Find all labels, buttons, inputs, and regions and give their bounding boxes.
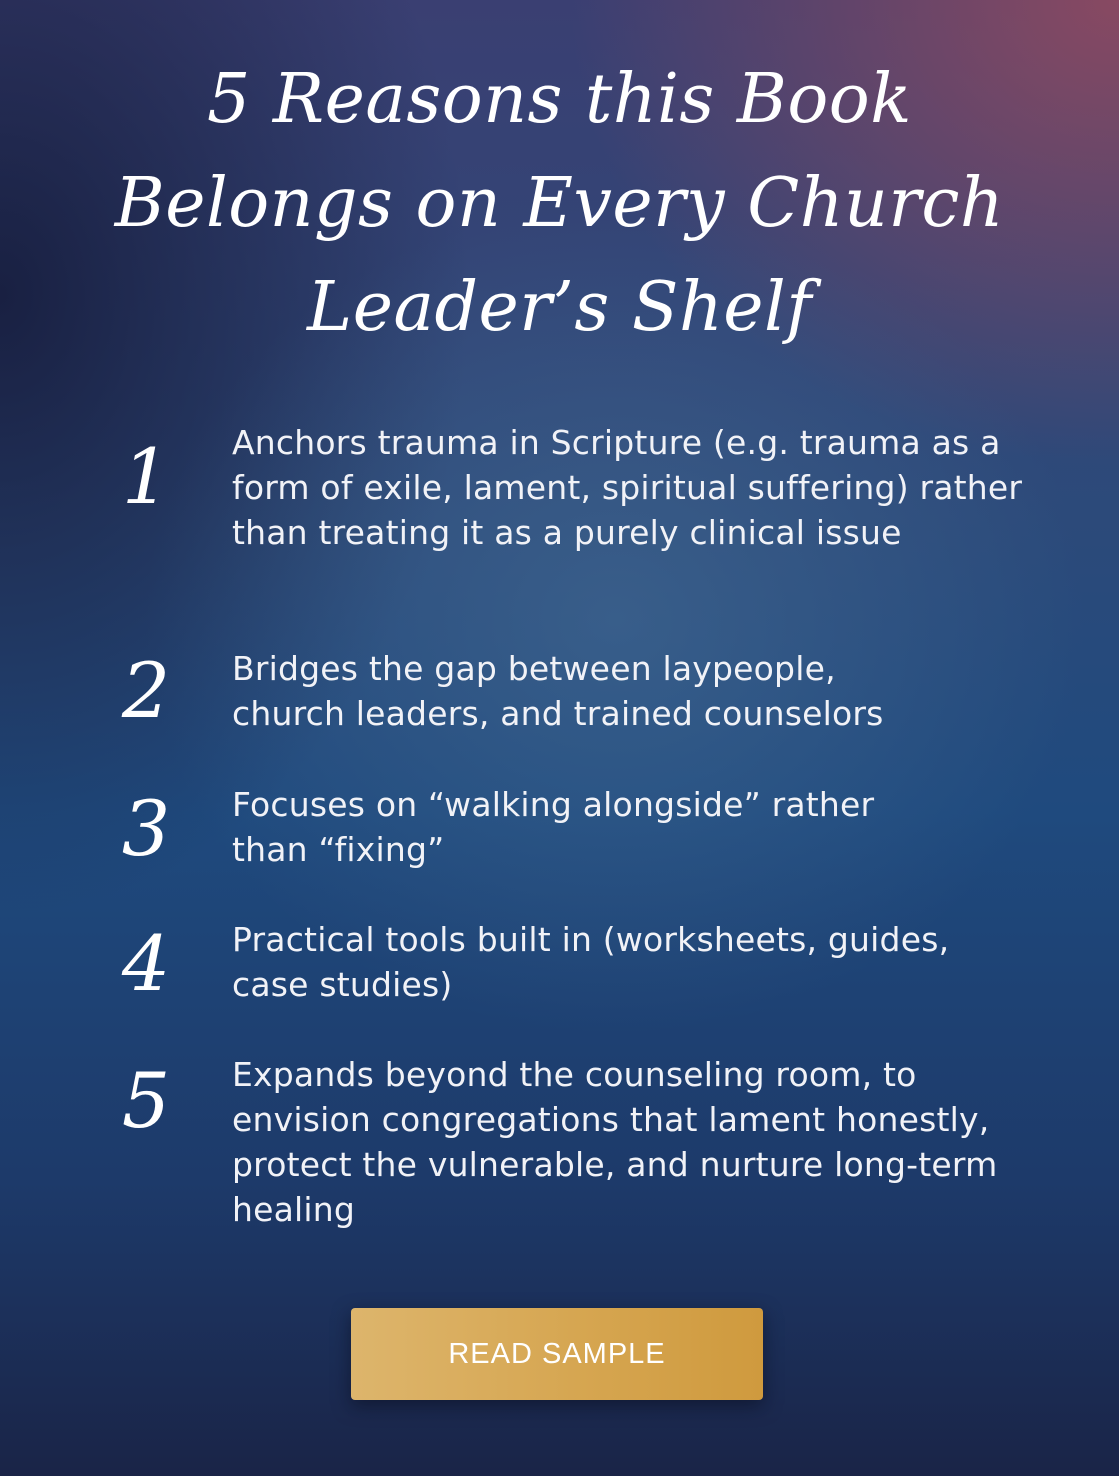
page-title xyxy=(60,48,1059,360)
reason-text: Focuses on “walking alongside” rather than “fixing” xyxy=(232,785,875,869)
reason-number: 5 xyxy=(121,1056,171,1145)
title-line-2: Belongs on Every Church xyxy=(114,164,1005,243)
title-line-3: Leader’s Shelf xyxy=(307,268,812,347)
reason-number: 4 xyxy=(121,919,171,1008)
reason-text: Expands beyond the counseling room, to envision congregations that lament honestly, protect the vulnerable, and nurture long-term healing xyxy=(232,1055,998,1229)
reason-number: 2 xyxy=(121,646,171,735)
reason-number: 3 xyxy=(121,784,171,873)
reason-text: Bridges the gap between laypeople, church leaders, and trained counselors xyxy=(232,649,884,733)
reason-text: Practical tools built in (worksheets, guides, case studies) xyxy=(232,920,950,1004)
reason-number: 1 xyxy=(121,432,171,521)
read-sample-button[interactable]: READ SAMPLE xyxy=(351,1308,763,1400)
reason-text: Anchors trauma in Scripture (e.g. trauma as a form of exile, lament, spiritual suffering) rather than treating it as a purely clinical issue xyxy=(232,423,1023,552)
title-line-1: 5 Reasons this Book xyxy=(207,60,912,139)
